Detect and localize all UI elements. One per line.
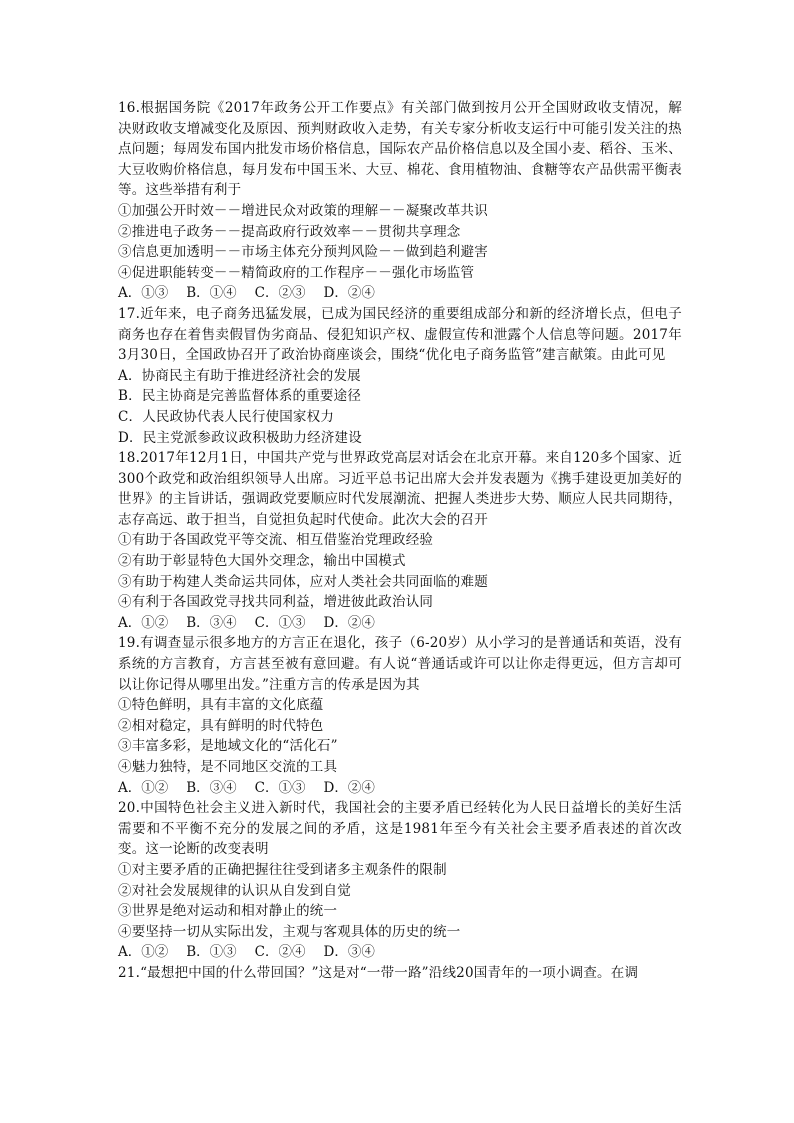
choice-b: B．①④: [186, 285, 237, 302]
question-stem: 19.有调查显示很多地方的方言正在退化，孩子（6-20岁）从小学习的是普通话和英语，没有系统的方言教育，方言甚至被有意回避。有人说“普通话或许可以让你走得更远，但方言却可以让你记得从哪里出发。”注重方言的传承是因为其: [118, 635, 682, 693]
choice-d: D．③④: [323, 944, 375, 961]
question-16: [118, 98, 682, 304]
answer-option: B．民主协商是完善监督体系的重要途径: [118, 388, 362, 405]
question-stem: 18.2017年12月1日，中国共产党与世界政党高层对话会在北京开幕。来自120多个国家、近300个政党和政治组织领导人出席。习近平总书记出席大会并发表题为《携手建设更加美好的世界》的主旨讲话，强调政党要顺应时代发展潮流、把握人类进步大势、顺应人民共同期待，志存高远、敢于担当，自觉担负起时代使命。此次大会的召开: [118, 450, 682, 528]
question-18: [118, 448, 682, 633]
statement-option: ③丰富多彩，是地域文化的“活化石”: [118, 738, 338, 755]
question-19: [118, 633, 682, 798]
statement-option: ②有助于彰显特色大国外交理念，输出中国模式: [118, 553, 406, 570]
question-stem: 16.根据国务院《2017年政务公开工作要点》有关部门做到按月公开全国财政收支情况，解决财政收支增减变化及原因、预判财政收入走势，有关专家分析收支运行中可能引发关注的热点问题；每周发布国内批发市场价格信息，国际农产品价格信息以及全国小麦、稻谷、玉米、大豆收购价格信息，每月发布中国玉米、大豆、棉花、食用植物油、食糖等农产品供需平衡表等。这些举措有利于: [118, 100, 682, 199]
answer-choices: [118, 613, 682, 634]
statement-option: ④要坚持一切从实际出发，主观与客观具体的历史的统一: [118, 923, 461, 940]
question-stem: 20.中国特色社会主义进入新时代，我国社会的主要矛盾已经转化为人民日益增长的美好生活需要和不平衡不充分的发展之间的矛盾，这是1981年至今有关社会主要矛盾表述的首次改变。这一论断的改变表明: [118, 800, 682, 858]
choice-a: A．①③: [118, 285, 169, 302]
choice-c: C．②③: [254, 285, 306, 302]
statement-option: ④有利于各国政党寻找共同利益，增进彼此政治认同: [118, 594, 434, 611]
question-20: [118, 798, 682, 963]
question-stem: 17.近年来，电子商务迅猛发展，已成为国民经济的重要组成部分和新的经济增长点，但电子商务也存在着售卖假冒伪劣商品、侵犯知识产权、虚假宣传和泄露个人信息等问题。2017年3月30日，全国政协召开了政治协商座谈会，围绕“优化电子商务监管”建言献策。由此可见: [118, 305, 682, 364]
answer-choices: [118, 942, 682, 963]
question-stem: 21.“最想把中国的什么带回国？”这是对“一带一路”沿线20国青年的一项小调查。在调: [118, 964, 639, 981]
answer-option: C．人民政协代表人民行使国家权力: [118, 408, 335, 425]
statement-option: ②推进电子政务－－提高政府行政效率－－贯彻共享理念: [118, 223, 461, 240]
statement-option: ①特色鲜明，具有丰富的文化底蕴: [118, 697, 324, 714]
choice-a: A．①②: [118, 944, 169, 961]
choice-b: B．③④: [186, 614, 237, 631]
statement-option: ③世界是绝对运动和相对静止的统一: [118, 903, 338, 920]
answer-option: D．民主党派参政议政积极助力经济建设: [118, 429, 362, 446]
choice-b: B．③④: [186, 779, 237, 796]
choice-d: D．②④: [323, 285, 375, 302]
choice-c: C．②④: [254, 944, 306, 961]
statement-option: ③有助于构建人类命运共同体，应对人类社会共同面临的难题: [118, 573, 488, 590]
statement-option: ②对社会发展规律的认识从自发到自觉: [118, 882, 351, 899]
statement-option: ④促进职能转变－－精简政府的工作程序－－强化市场监管: [118, 264, 475, 281]
choice-d: D．②④: [323, 614, 375, 631]
statement-option: ①加强公开时效－－增进民众对政策的理解－－凝聚改革共识: [118, 202, 488, 219]
choice-a: A．①②: [118, 779, 169, 796]
question-21: [118, 963, 682, 984]
statement-option: ③信息更加透明－－市场主体充分预判风险－－做到趋利避害: [118, 244, 488, 261]
question-17: [118, 304, 682, 448]
choice-d: D．②④: [323, 779, 375, 796]
statement-option: ②相对稳定，具有鲜明的时代特色: [118, 717, 324, 734]
answer-option: A．协商民主有助于推进经济社会的发展: [118, 367, 361, 384]
choice-b: B．①③: [186, 944, 237, 961]
statement-option: ④魅力独特，是不同地区交流的工具: [118, 759, 338, 775]
answer-choices: [118, 778, 682, 799]
choice-c: C．①③: [254, 779, 306, 796]
statement-option: ①对主要矛盾的正确把握往往受到诸多主观条件的限制: [118, 861, 447, 878]
answer-choices: [118, 283, 682, 304]
statement-option: ①有助于各国政党平等交流、相互借鉴治党理政经验: [118, 532, 434, 549]
choice-a: A．①②: [118, 614, 169, 631]
choice-c: C．①③: [254, 614, 306, 631]
